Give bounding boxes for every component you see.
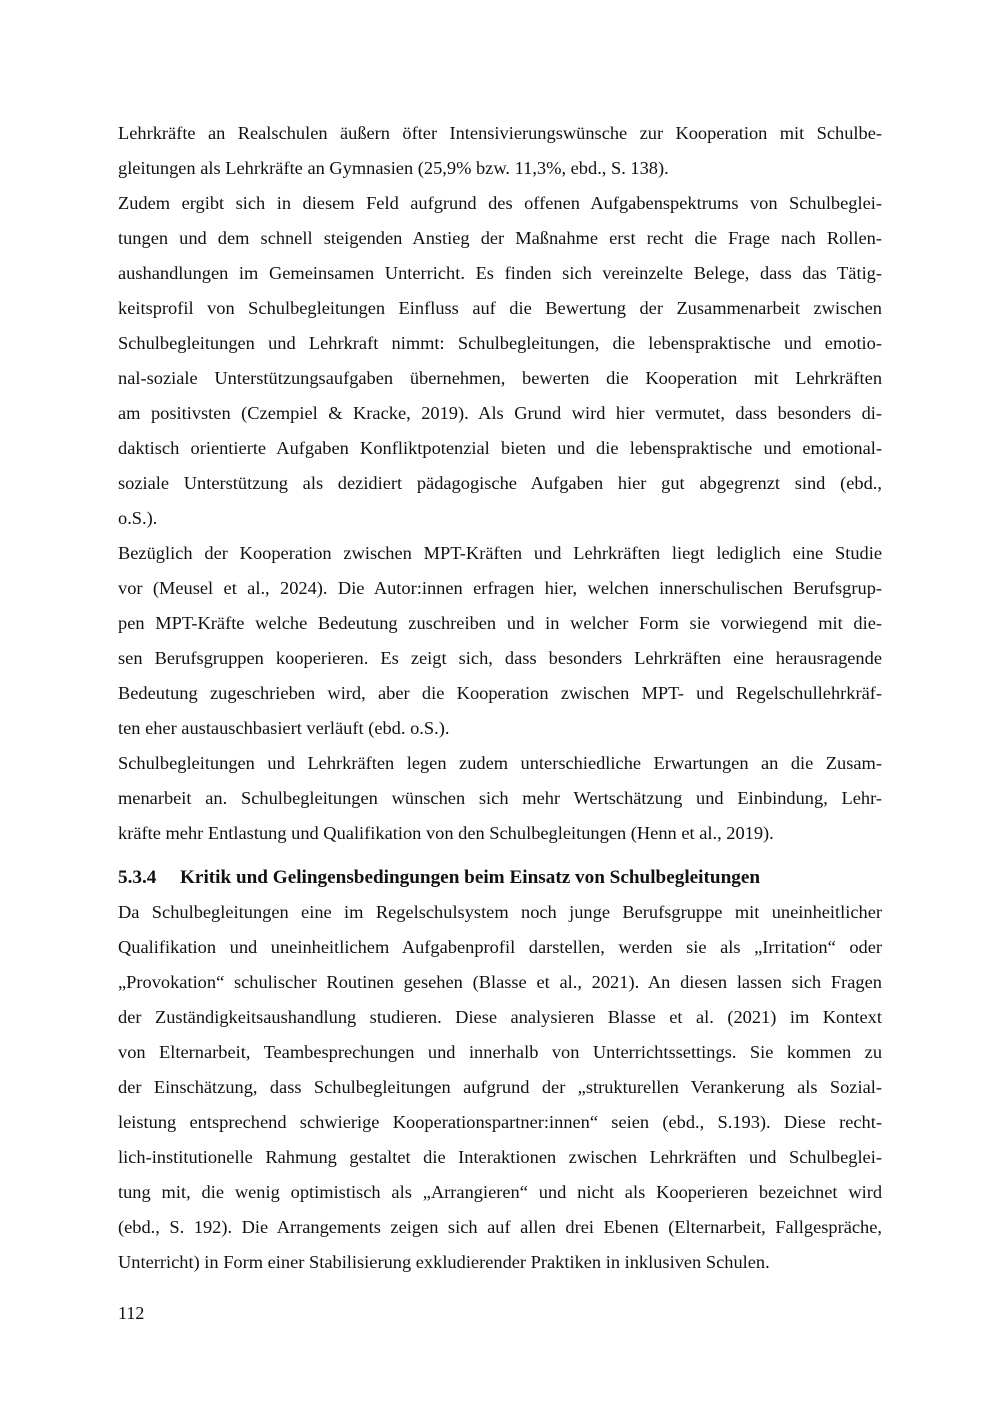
text-line: nal-soziale Unterstützungsaufgaben übernehmen, bewerten die Kooperation mit Lehrkräften [118,368,883,388]
text-line: soziale Unterstützung als dezidiert pädagogische Aufgaben hier gut abgegrenzt sind (ebd., [118,473,882,493]
text-line: keitsprofil von Schulbegleitungen Einfluss auf die Bewertung der Zusammenarbeit zwischen [118,298,882,318]
section-heading [118,860,882,895]
paragraph [118,746,882,851]
text-line: pen MPT-Kräfte welche Bedeutung zuschreiben und in welcher Form sie vorwiegend mit die- [118,613,883,633]
text-line: tungen und dem schnell steigenden Anstieg der Maßnahme erst recht die Frage nach Rollen- [118,228,882,248]
section-title: Kritik und Gelingensbedingungen beim Einsatz von Schulbegleitungen [180,867,761,888]
text-line: „Provokation“ schulischer Routinen gesehen (Blasse et al., 2021). An diesen lassen sich Fragen [118,972,882,992]
text-line: sen Berufsgruppen kooperieren. Es zeigt sich, dass besonders Lehrkräften eine herausragende [118,648,882,668]
text-line: am positivsten (Czempiel & Kracke, 2019). Als Grund wird hier vermutet, dass besonders di- [118,403,883,423]
text-line: von Elternarbeit, Teambesprechungen und innerhalb von Unterrichtssettings. Sie kommen zu [118,1042,883,1062]
text-line: vor (Meusel et al., 2024). Die Autor:innen erfragen hier, welchen innerschulischen Berufsgrup- [118,578,883,598]
text-line: Bezüglich der Kooperation zwischen MPT-Kräften und Lehrkräften liegt lediglich eine Studie [118,543,883,563]
text-line: Schulbegleitungen und Lehrkraft nimmt: Schulbegleitungen, die lebenspraktische und emotio- [118,333,882,353]
text-line: Schulbegleitungen und Lehrkräften legen zudem unterschiedliche Erwartungen an die Zusam- [118,753,882,773]
paragraph [118,536,882,746]
text-line: gleitungen als Lehrkräfte an Gymnasien (25,9% bzw. 11,3%, ebd., S. 138). [118,158,669,178]
text-line: Zudem ergibt sich in diesem Feld aufgrund des offenen Aufgabenspektrums von Schulbeglei- [118,193,882,213]
text-line: der Einschätzung, dass Schulbegleitungen aufgrund der „strukturellen Verankerung als Sozial- [118,1077,882,1097]
paragraph [118,186,882,536]
text-line: leistung entsprechend schwierige Kooperationspartner:innen“ seien (ebd., S.193). Diese recht- [118,1112,882,1132]
page-number: 112 [118,1303,145,1323]
text-line: Bedeutung zugeschrieben wird, aber die Kooperation zwischen MPT- und Regelschullehrkräf- [118,683,883,703]
text-line: Qualifikation und uneinheitlichem Aufgabenprofil darstellen, werden sie als „Irritation“ oder [118,937,883,957]
text-line: Unterricht) in Form einer Stabilisierung exkludierender Praktiken in inklusiven Schulen. [118,1252,770,1272]
text-line: der Zuständigkeitsaushandlung studieren. Diese analysieren Blasse et al. (2021) im Kontext [118,1007,882,1027]
text-line: Lehrkräfte an Realschulen äußern öfter Intensivierungswünsche zur Kooperation mit Schulbe- [118,123,883,143]
page-body [118,116,882,1280]
text-line: Da Schulbegleitungen eine im Regelschulsystem noch junge Berufsgruppe mit uneinheitlicher [118,902,883,922]
text-line: (ebd., S. 192). Die Arrangements zeigen sich auf allen drei Ebenen (Elternarbeit, Fallgespräche, [118,1217,882,1237]
text-line: o.S.). [118,508,158,528]
text-line: daktisch orientierte Aufgaben Konfliktpotenzial bieten und die lebenspraktische und emotional- [118,438,883,458]
text-line: lich-institutionelle Rahmung gestaltet die Interaktionen zwischen Lehrkräften und Schulbeglei- [118,1147,882,1167]
text-line: ten eher austauschbasiert verläuft (ebd. o.S.). [118,718,450,738]
text-line: kräfte mehr Entlastung und Qualifikation von den Schulbegleitungen (Henn et al., 2019). [118,823,774,843]
text-line: tung mit, die wenig optimistisch als „Arrangieren“ und nicht als Kooperieren bezeichnet wird [118,1182,883,1202]
paragraph [118,116,882,186]
text-line: aushandlungen im Gemeinsamen Unterricht. Es finden sich vereinzelte Belege, dass das Tätig- [118,263,882,283]
section-number: 5.3.4 [118,867,157,888]
text-line: menarbeit an. Schulbegleitungen wünschen sich mehr Wertschätzung und Einbindung, Lehr- [118,788,883,808]
paragraph [118,895,882,1280]
